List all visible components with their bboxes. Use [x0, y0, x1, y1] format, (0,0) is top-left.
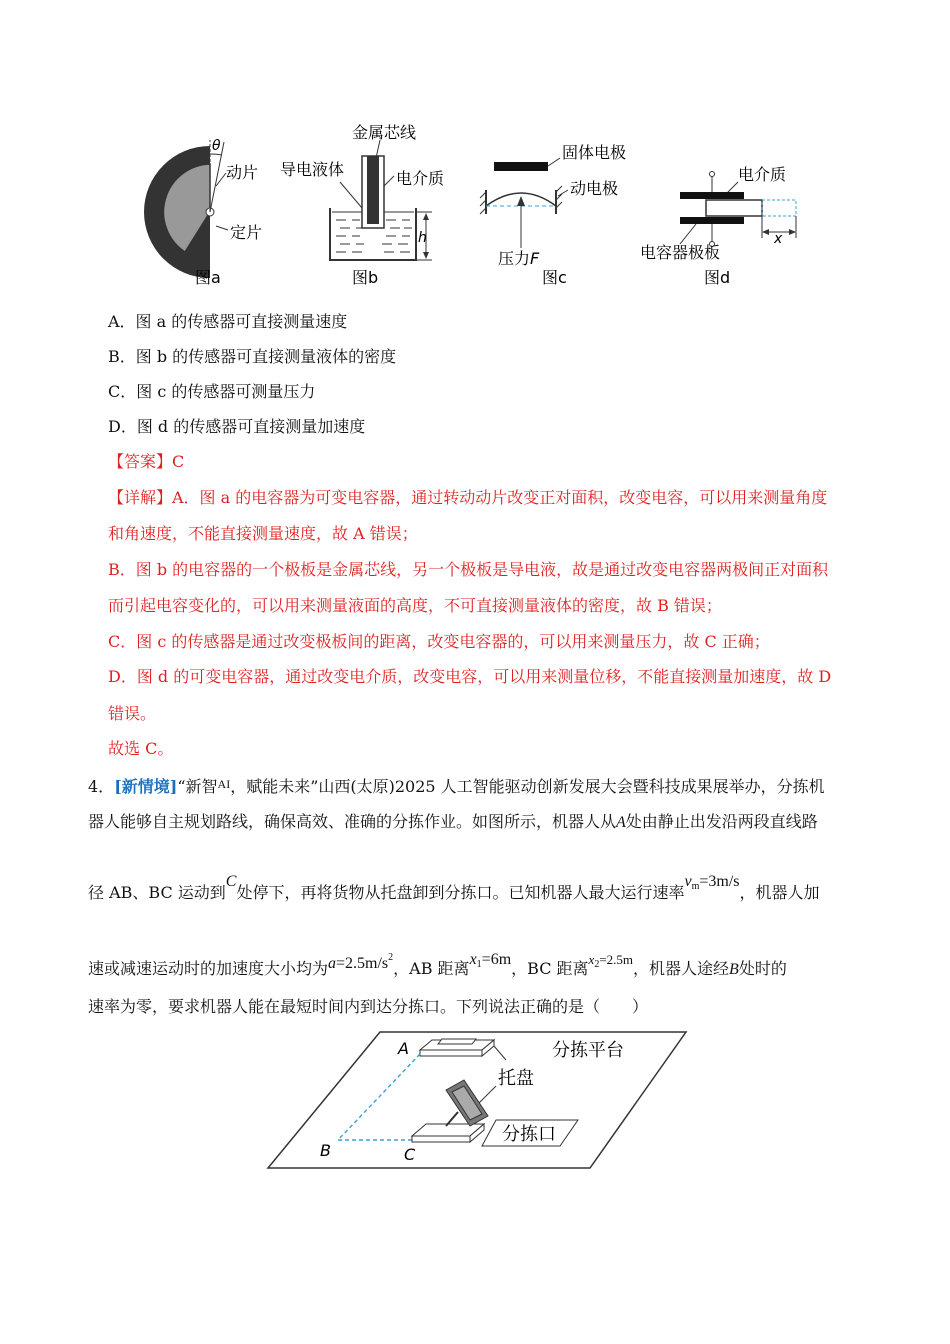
- moving-electrode-label: 动电极: [570, 179, 619, 198]
- moving-plate-label: 动片: [226, 163, 259, 182]
- analysis-line-6: D．图 d 的可变电容器，通过改变电介质，改变电容，可以用来测量位移，不能直接测量加速度，故 D: [108, 667, 832, 686]
- caption-a: 图a: [195, 268, 221, 287]
- pressure-label: 压力F: [498, 249, 540, 268]
- analysis-line-3: B．图 b 的电容器的一个极板是金属芯线，另一个极板是导电液，故是通过改变电容器两极间正对面积: [108, 560, 829, 579]
- liquid-label: 导电液体: [280, 160, 345, 179]
- point-b-label: B: [320, 1141, 331, 1160]
- x-label: x: [774, 231, 783, 247]
- capacitor-sensor-figures: [140, 118, 820, 293]
- q4-line-3: 径 AB、BC 运动到C处停下，再将货物从托盘卸到分拣口。已知机器人最大运行速率$v_m=3m/s$，机器人加: [88, 862, 820, 913]
- x2-expression: $x_2=2.5m$: [588, 952, 634, 970]
- fixed-plate-label: 定片: [230, 223, 263, 242]
- analysis-line-2: 和角速度，不能直接测量速度，故 A 错误；: [108, 524, 418, 543]
- analysis-line-1: 【详解】A．图 a 的电容器为可变电容器，通过转动动片改变正对面积，改变电容，可以用来测量角度: [108, 488, 828, 507]
- analysis-line-8: 故选 C。: [108, 739, 174, 758]
- caption-b: 图b: [352, 268, 379, 287]
- theta-label: θ: [212, 138, 221, 154]
- point-c-label: C: [404, 1145, 416, 1164]
- analysis-line-7: 错误。: [108, 704, 157, 723]
- q4-tag: [新情境]: [114, 777, 178, 796]
- option-a: A．图 a 的传感器可直接测量速度: [108, 312, 348, 331]
- dielectric-label-d: 电介质: [738, 165, 787, 184]
- platform-label: 分拣平台: [552, 1040, 624, 1061]
- q4-line-4: 速或减速运动时的加速度大小均为$a=2.5m/s^2$，AB 距离$x_1=6m$，BC 距离$x_2=2.5m$，机器人途经B处时的: [88, 938, 787, 990]
- outlet-label: 分拣口: [502, 1124, 556, 1145]
- q4-line-1: 4．[新情境]“新智$^{AI}$，赋能未来”山西(太原)2025 人工智能驱动创新发展大会暨科技成果展举办，分拣机: [88, 777, 825, 796]
- tray-label: 托盘: [498, 1068, 534, 1089]
- x1-expression: $x_1=6m$: [469, 951, 512, 970]
- figure-d: [640, 165, 796, 287]
- figure-c: [480, 143, 626, 287]
- metal-core-label: 金属芯线: [352, 123, 417, 142]
- point-a-label: A: [398, 1039, 409, 1058]
- answer: 【答案】C: [108, 452, 185, 471]
- option-c: C．图 c 的传感器可测量压力: [108, 382, 316, 401]
- sorting-platform-figure: [260, 1026, 700, 1176]
- q4-line-5: 速率为零，要求机器人能在最短时间内到达分拣口。下列说法正确的是（ ）: [88, 997, 649, 1016]
- caption-c: 图c: [542, 268, 567, 287]
- a-expression: $a=2.5m/s^2$: [328, 952, 394, 972]
- plates-label: 电容器极板: [640, 243, 721, 262]
- solid-electrode-label: 固体电极: [562, 143, 627, 162]
- h-label: h: [418, 230, 427, 246]
- q4-line-2: 器人能够自主规划路线，确保高效、准确的分拣作业。如图所示，机器人从A处由静止出发沿两段直线路: [88, 812, 818, 831]
- analysis-line-5: C．图 c 的传感器是通过改变极板间的距离，改变电容器的，可以用来测量压力，故 C 正确；: [108, 632, 770, 651]
- q4-number: 4．: [88, 777, 115, 796]
- analysis-line-4: 而引起电容变化的，可以用来测量液面的高度，不可直接测量液体的密度，故 B 错误；: [108, 596, 722, 615]
- figure-b: [280, 123, 444, 287]
- dielectric-label-b: 电介质: [396, 169, 445, 188]
- option-b: B．图 b 的传感器可直接测量液体的密度: [108, 347, 397, 366]
- vm-expression: $v_m=3m/s$: [684, 873, 740, 892]
- caption-d: 图d: [704, 268, 731, 287]
- option-d: D．图 d 的传感器可直接测量加速度: [108, 417, 366, 436]
- figure-a: [144, 138, 262, 287]
